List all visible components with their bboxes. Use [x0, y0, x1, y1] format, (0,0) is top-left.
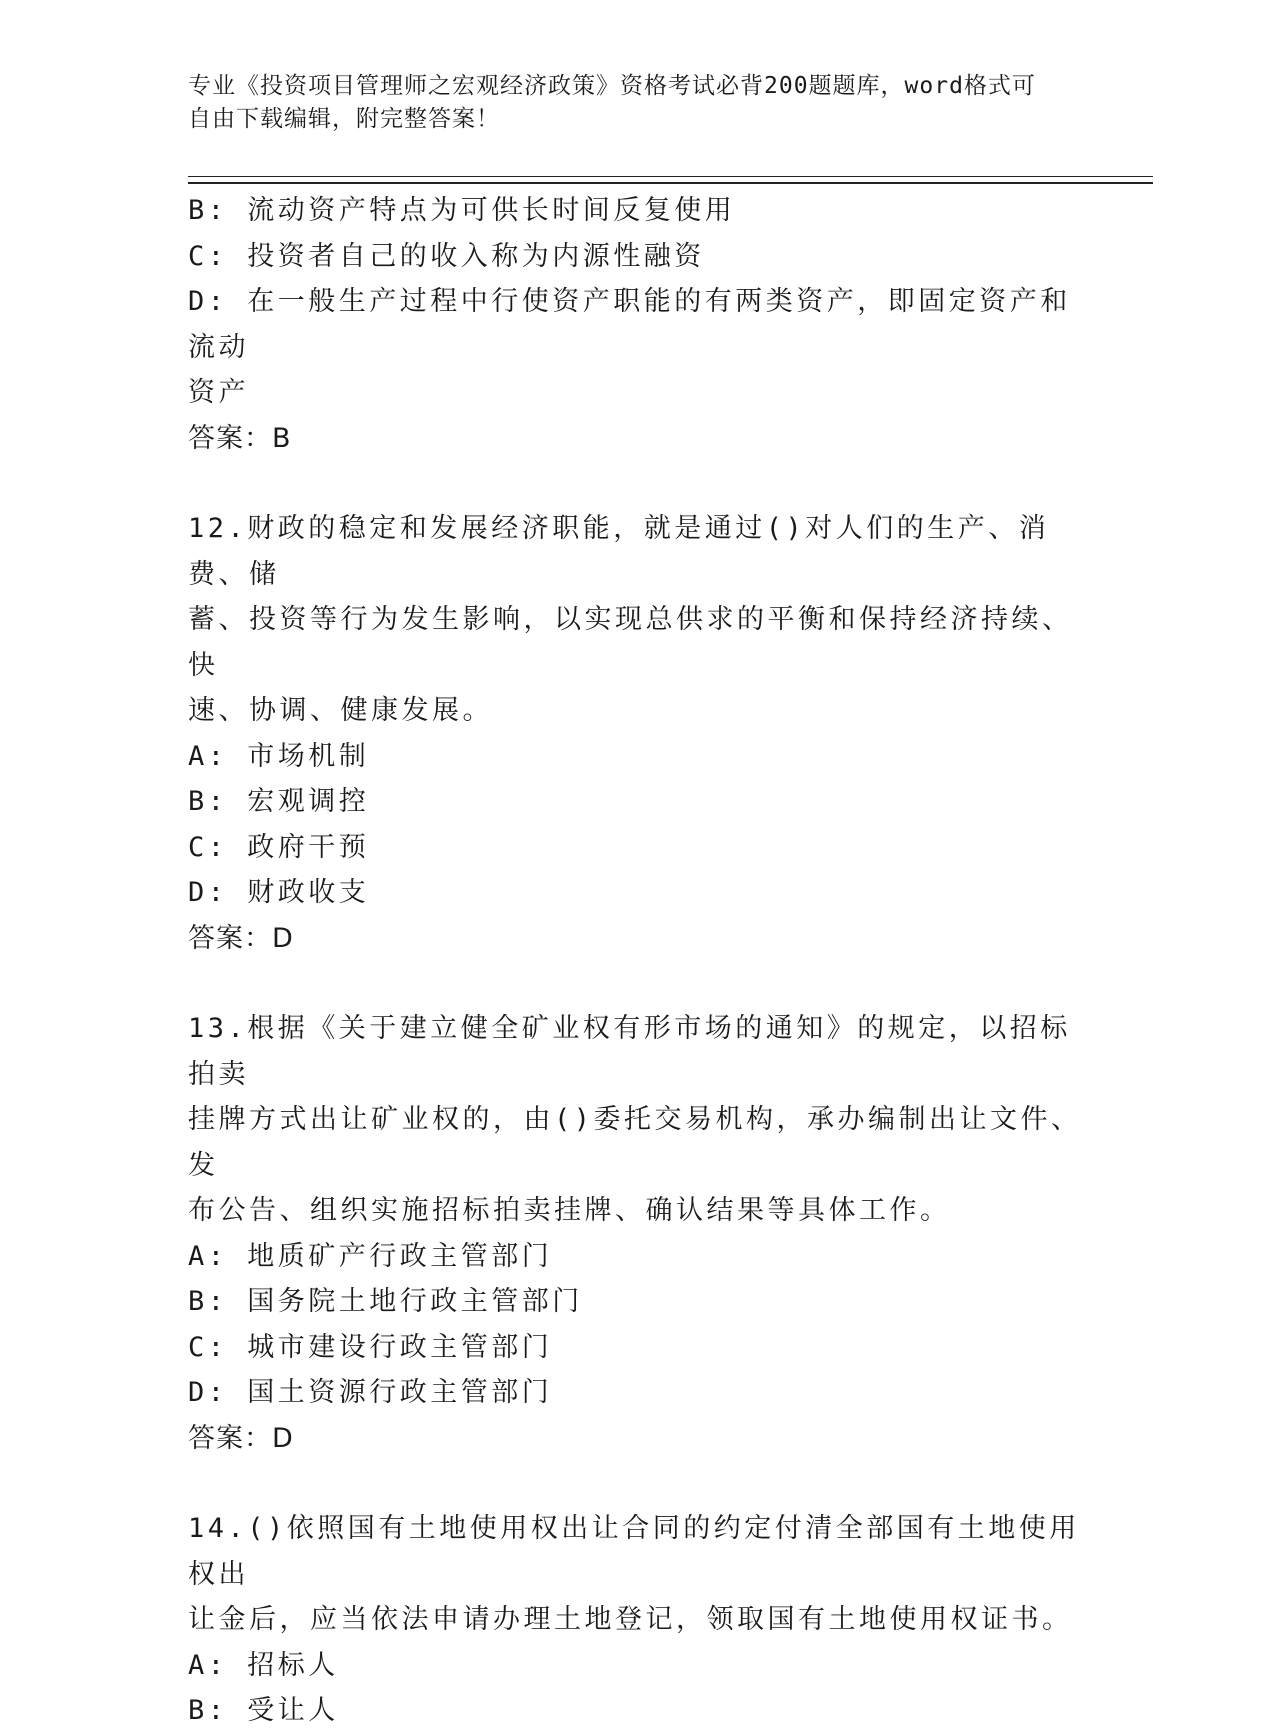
answer: 答案：D	[188, 1422, 294, 1454]
option-b: B: 国务院土地行政主管部门	[188, 1286, 583, 1317]
question-12	[188, 506, 1088, 961]
header-line-2: 自由下载编辑，附完整答案！	[188, 106, 500, 132]
question-11	[188, 188, 1088, 461]
option-b: B: 宏观调控	[188, 786, 370, 817]
option-c: C: 投资者自己的收入称为内源性融资	[188, 240, 705, 272]
header-divider-thin	[188, 176, 1153, 177]
option-d: D: 国土资源行政主管部门	[188, 1377, 553, 1408]
document-header	[188, 70, 1068, 136]
option-d-continuation: 资产	[188, 377, 249, 408]
option-b: B: 流动资产特点为可供长时间反复使用	[188, 195, 736, 226]
question-stem: 13.根据《关于建立健全矿业权有形市场的通知》的规定，以招标拍卖	[188, 1013, 1071, 1090]
option-b: B: 受让人	[188, 1695, 339, 1726]
question-list	[188, 188, 1088, 1734]
question-stem: 蓄、投资等行为发生影响，以实现总供求的平衡和保持经济持续、快	[188, 604, 1073, 681]
question-stem: 让金后，应当依法申请办理土地登记，领取国有土地使用权证书。	[188, 1604, 1073, 1635]
question-14	[188, 1506, 1088, 1734]
option-a: A: 市场机制	[188, 740, 370, 772]
option-c: C: 城市建设行政主管部门	[188, 1331, 553, 1363]
answer: 答案：B	[188, 422, 292, 454]
question-stem: 14.()依照国有土地使用权出让合同的约定付清全部国有土地使用权出	[188, 1513, 1080, 1590]
question-stem: 速、协调、健康发展。	[188, 695, 493, 726]
answer: 答案：D	[188, 922, 294, 954]
option-d: D: 财政收支	[188, 877, 370, 908]
spacer	[188, 1461, 1088, 1506]
question-stem: 12.财政的稳定和发展经济职能，就是通过()对人们的生产、消费、储	[188, 513, 1050, 590]
spacer	[188, 961, 1088, 1006]
header-divider-thick	[188, 182, 1153, 184]
question-13	[188, 1006, 1088, 1461]
header-line-1: 专业《投资项目管理师之宏观经济政策》资格考试必背200题题库，word格式可	[188, 73, 1036, 99]
option-c: C: 政府干预	[188, 831, 370, 863]
question-stem: 布公告、组织实施招标拍卖挂牌、确认结果等具体工作。	[188, 1195, 951, 1226]
question-stem: 挂牌方式出让矿业权的，由()委托交易机构，承办编制出让文件、发	[188, 1104, 1082, 1181]
option-d: D: 在一般生产过程中行使资产职能的有两类资产，即固定资产和流动	[188, 286, 1071, 363]
spacer	[188, 461, 1088, 506]
option-a: A: 地质矿产行政主管部门	[188, 1240, 553, 1272]
option-a: A: 招标人	[188, 1649, 339, 1681]
